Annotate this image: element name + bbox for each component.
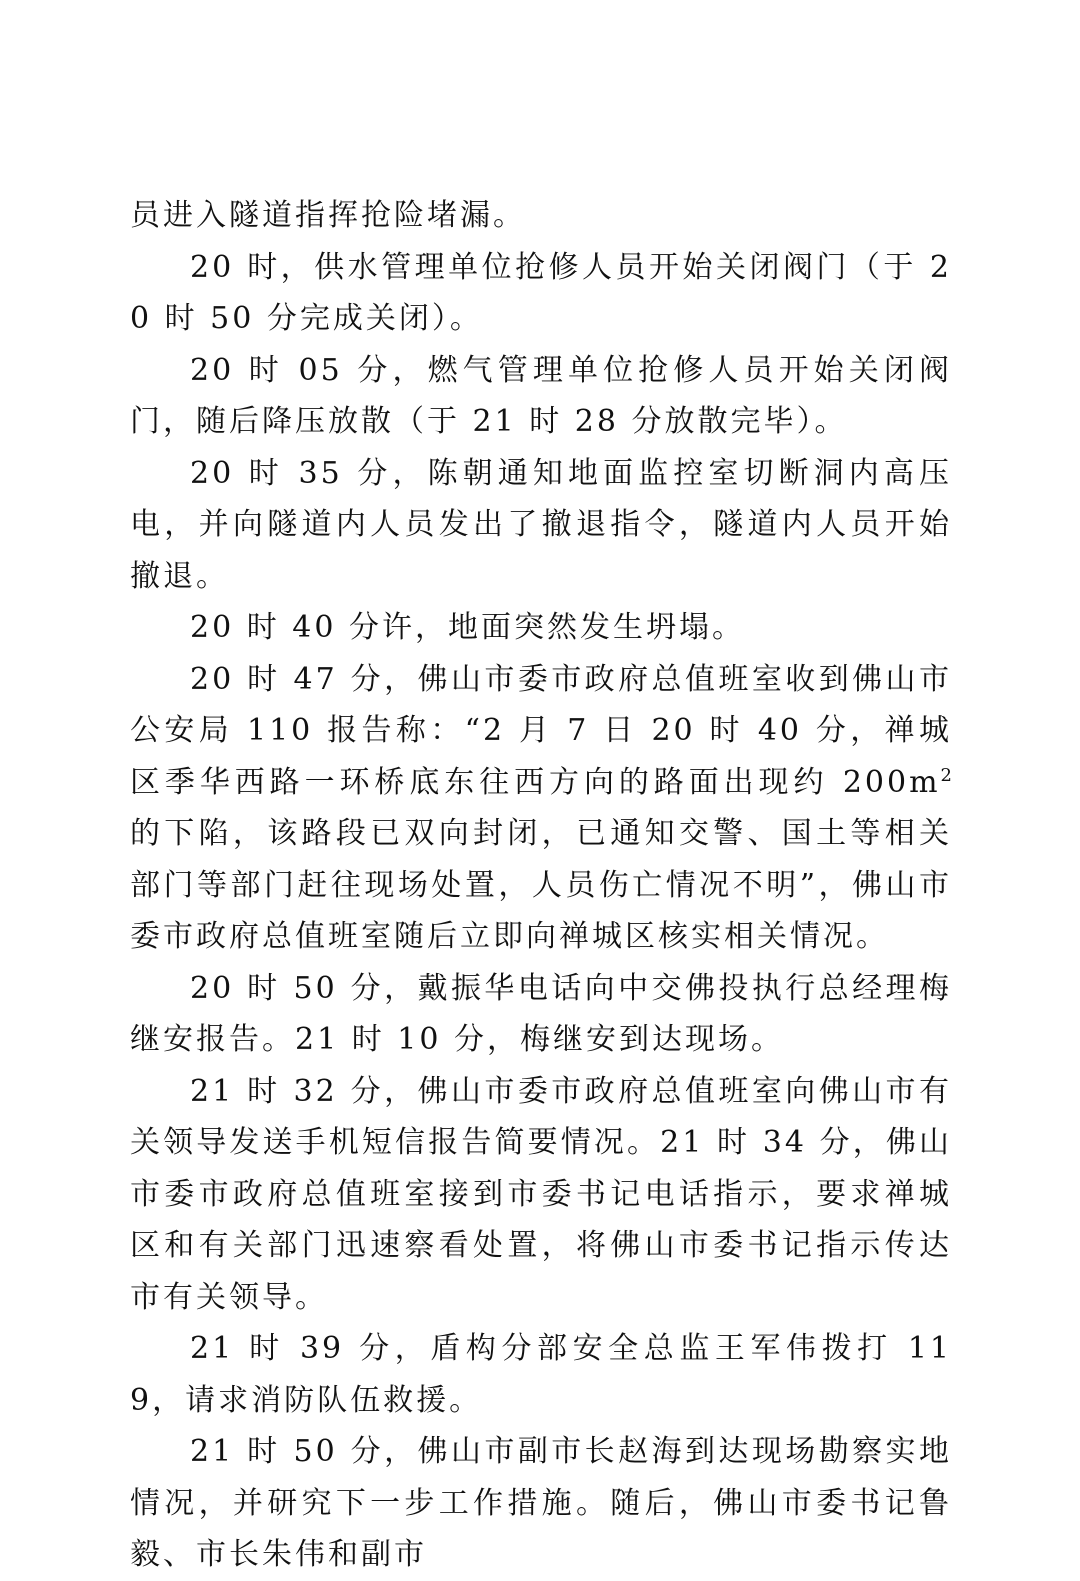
paragraph-manager-report: 20 时 50 分，戴振华电话向中交佛投执行总经理梅继安报告。21 时 10 分，梅继安到达现场。 [130, 970, 952, 1057]
paragraph-continuation: 员进入隧道指挥抢险堵漏。 [130, 198, 526, 233]
paragraph-power-cut-evacuation: 20 时 35 分，陈朝通知地面监控室切断洞内高压电，并向隧道内人员发出了撤退指令，隧道内人员开始撤退。 [130, 455, 952, 594]
paragraph-collapse: 20 时 40 分许，地面突然发生坍塌。 [190, 610, 745, 645]
document-page [130, 190, 952, 1581]
paragraph-gas-valve: 20 时 05 分，燃气管理单位抢修人员开始关闭阀门，随后降压放散（于 21 时 28 分放散完毕）。 [130, 352, 952, 439]
paragraph-water-valve: 20 时，供水管理单位抢修人员开始关闭阀门（于 20 时 50 分完成关闭）。 [130, 249, 952, 336]
paragraph-police-report [130, 654, 952, 963]
superscript-square: 2 [940, 764, 952, 786]
police-report-text-after: 的下陷，该路段已双向封闭，已通知交警、国土等相关部门等部门赶往现场处置，人员伤亡情况不明”，佛山市委市政府总值班室随后立即向禅城区核实相关情况。 [130, 816, 952, 954]
paragraph-fire-rescue-call: 21 时 39 分，盾构分部安全总监王军伟拨打 119，请求消防队伍救援。 [130, 1331, 952, 1418]
paragraph-duty-office-sms: 21 时 32 分，佛山市委市政府总值班室向佛山市有关领导发送手机短信报告简要情况。21 时 34 分，佛山市委市政府总值班室接到市委书记电话指示，要求禅城区和有关部门迅速察看处置，将佛山市委书记指示传达市有关领导。 [130, 1073, 952, 1315]
police-report-text-before: 20 时 47 分，佛山市委市政府总值班室收到佛山市公安局 110 报告称：“2 月 7 日 20 时 40 分，禅城区季华西路一环桥底东往西方向的路面出现约 200m [130, 661, 952, 800]
paragraph-vice-mayor-arrival: 21 时 50 分，佛山市副市长赵海到达现场勘察实地情况，并研究下一步工作措施。随后，佛山市委书记鲁毅、市长朱伟和副市 [130, 1434, 952, 1572]
